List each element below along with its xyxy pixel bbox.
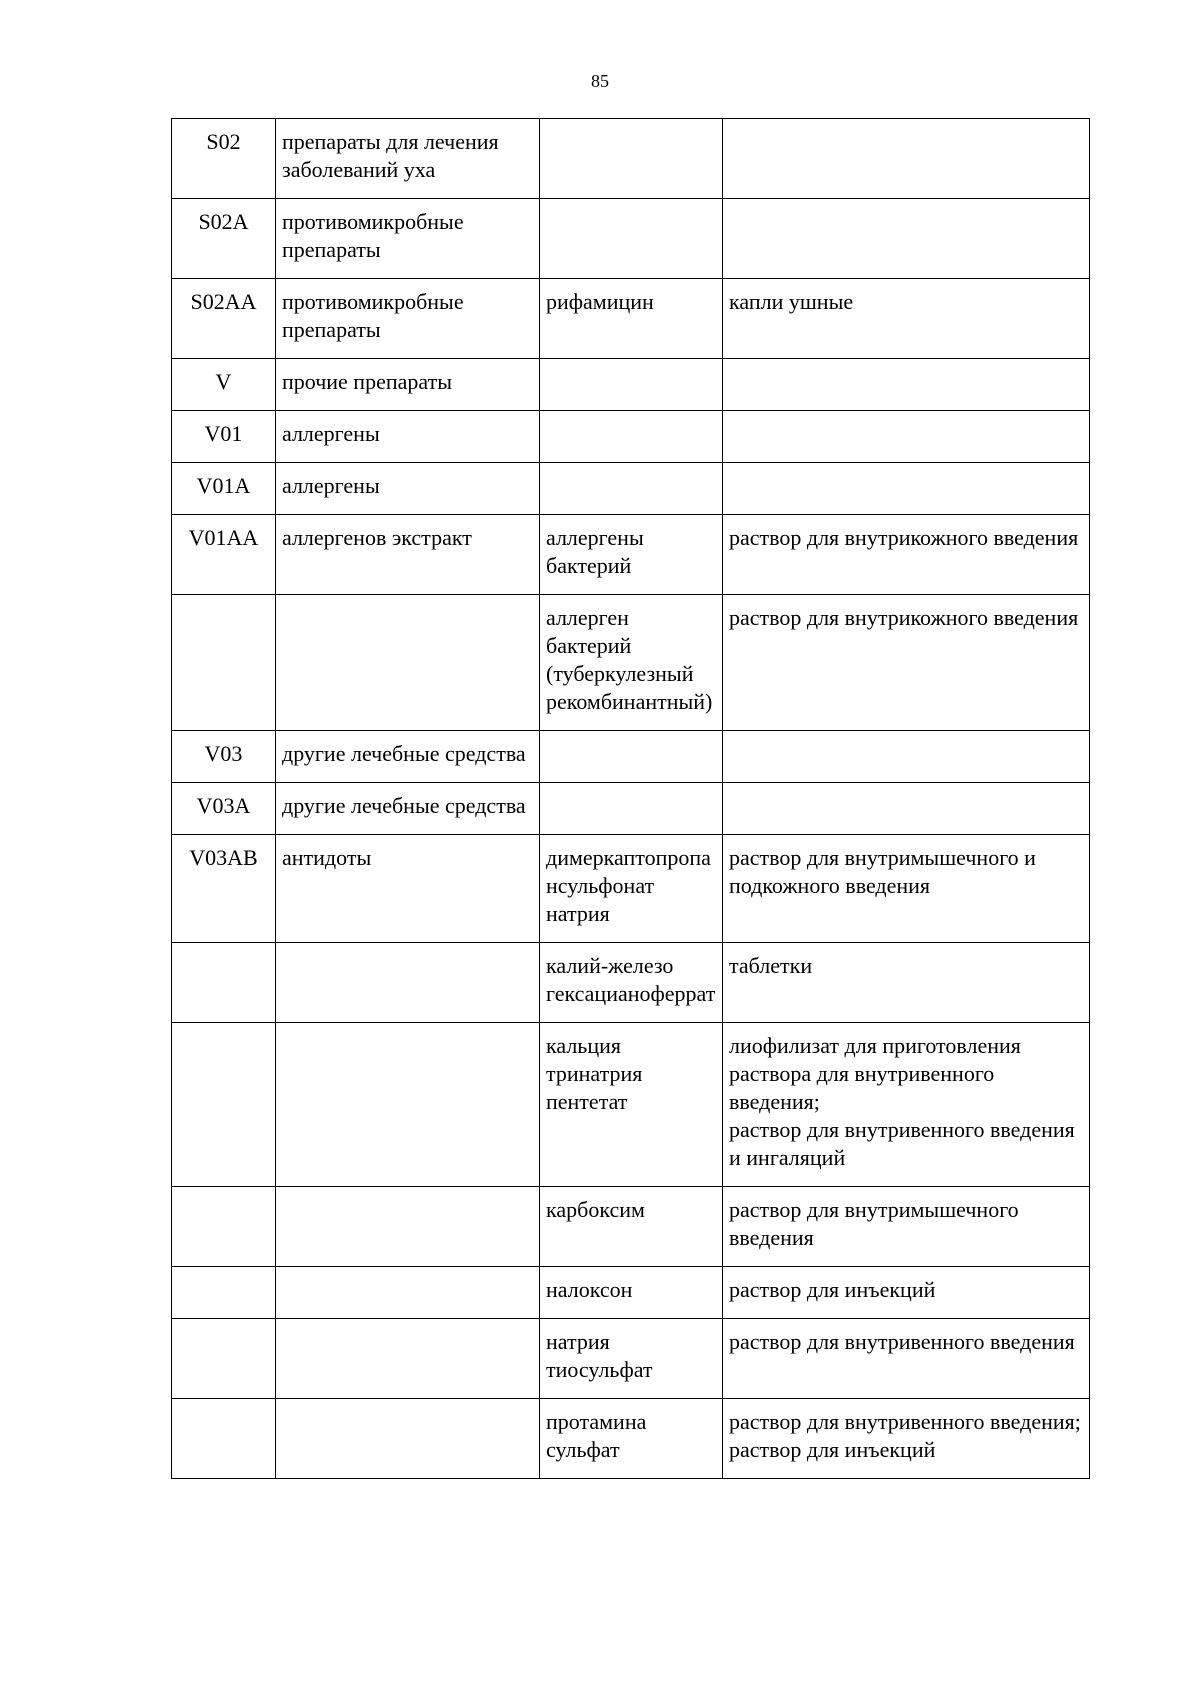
drug-name-cell	[540, 359, 723, 411]
dosage-form-cell	[723, 279, 1090, 359]
drug-name-cell: аллергены бактерий	[540, 515, 723, 595]
anatomical-group-cell	[276, 1399, 540, 1479]
drug-name-cell: протамина сульфат	[540, 1399, 723, 1479]
drug-name-cell: димеркаптопропансульфонат натрия	[540, 835, 723, 943]
atc-code-cell	[172, 943, 276, 1023]
table-row	[172, 1267, 1090, 1319]
atc-code-cell: V03	[172, 731, 276, 783]
atc-code-cell: V	[172, 359, 276, 411]
dosage-form-cell	[723, 359, 1090, 411]
dosage-form-cell	[723, 1267, 1090, 1319]
table-row	[172, 835, 1090, 943]
anatomical-group-cell	[276, 1319, 540, 1399]
table-row	[172, 119, 1090, 199]
anatomical-group-cell	[276, 1023, 540, 1187]
dosage-form-cell	[723, 463, 1090, 515]
dosage-form-line: раствор для внутривенного введения	[729, 1329, 1075, 1354]
dosage-form-line: таблетки	[729, 953, 813, 978]
table-row	[172, 1023, 1090, 1187]
dosage-form-cell	[723, 835, 1090, 943]
dosage-form-cell	[723, 411, 1090, 463]
dosage-form-line: раствор для инъекций	[729, 1437, 936, 1462]
table-row	[172, 463, 1090, 515]
anatomical-group-cell	[276, 1187, 540, 1267]
atc-code-cell: V01AA	[172, 515, 276, 595]
table-row	[172, 515, 1090, 595]
dosage-form-cell	[723, 1319, 1090, 1399]
atc-code-cell: V03A	[172, 783, 276, 835]
drug-name-cell: калий-железо гексацианоферрат	[540, 943, 723, 1023]
table-row	[172, 731, 1090, 783]
anatomical-group-cell: противомикробные препараты	[276, 279, 540, 359]
drug-classification-table	[171, 118, 1090, 1479]
drug-name-cell: аллерген бактерий (туберкулезный рекомбинантный)	[540, 595, 723, 731]
dosage-form-line: раствор для внутривенного введения;	[729, 1409, 1081, 1434]
drug-name-cell: натрия тиосульфат	[540, 1319, 723, 1399]
table-row	[172, 279, 1090, 359]
drug-name-cell	[540, 731, 723, 783]
dosage-form-line: раствор для внутрикожного введения	[729, 525, 1079, 550]
drug-name-cell: налоксон	[540, 1267, 723, 1319]
atc-code-cell	[172, 595, 276, 731]
atc-code-cell	[172, 1319, 276, 1399]
anatomical-group-cell: другие лечебные средства	[276, 731, 540, 783]
table-row	[172, 411, 1090, 463]
dosage-form-line: капли ушные	[729, 289, 854, 314]
atc-code-cell: S02AA	[172, 279, 276, 359]
dosage-form-cell	[723, 1399, 1090, 1479]
atc-code-cell	[172, 1023, 276, 1187]
drug-name-cell	[540, 463, 723, 515]
table-row	[172, 1399, 1090, 1479]
drug-name-cell	[540, 119, 723, 199]
drug-name-cell: кальция тринатрия пентетат	[540, 1023, 723, 1187]
dosage-form-line: раствор для инъекций	[729, 1277, 936, 1302]
drug-name-cell: рифамицин	[540, 279, 723, 359]
table-row	[172, 199, 1090, 279]
anatomical-group-cell: противомикробные препараты	[276, 199, 540, 279]
dosage-form-line: раствор для внутрикожного введения	[729, 605, 1079, 630]
dosage-form-cell	[723, 199, 1090, 279]
anatomical-group-cell: аллергенов экстракт	[276, 515, 540, 595]
atc-code-cell	[172, 1399, 276, 1479]
anatomical-group-cell	[276, 943, 540, 1023]
dosage-form-cell	[723, 119, 1090, 199]
dosage-form-line: раствор для внутримышечного введения	[729, 1197, 1019, 1250]
atc-code-cell	[172, 1267, 276, 1319]
anatomical-group-cell: прочие препараты	[276, 359, 540, 411]
dosage-form-cell	[723, 783, 1090, 835]
table-row	[172, 359, 1090, 411]
atc-code-cell: S02A	[172, 199, 276, 279]
atc-code-cell: V03AB	[172, 835, 276, 943]
dosage-form-line: лиофилизат для приготовления раствора для внутривенного введения;	[729, 1033, 1021, 1114]
page-number: 85	[591, 71, 609, 91]
dosage-form-line: раствор для внутримышечного и подкожного введения	[729, 845, 1036, 898]
drug-name-cell: карбоксим	[540, 1187, 723, 1267]
anatomical-group-cell	[276, 595, 540, 731]
anatomical-group-cell: аллергены	[276, 463, 540, 515]
table-row	[172, 783, 1090, 835]
atc-code-cell	[172, 1187, 276, 1267]
dosage-form-cell	[723, 943, 1090, 1023]
dosage-form-cell	[723, 595, 1090, 731]
drug-name-cell	[540, 199, 723, 279]
drug-name-cell	[540, 411, 723, 463]
dosage-form-cell	[723, 1187, 1090, 1267]
table-row	[172, 943, 1090, 1023]
anatomical-group-cell: другие лечебные средства	[276, 783, 540, 835]
table-row	[172, 1187, 1090, 1267]
atc-code-cell: S02	[172, 119, 276, 199]
anatomical-group-cell	[276, 1267, 540, 1319]
table-row	[172, 1319, 1090, 1399]
dosage-form-cell	[723, 515, 1090, 595]
anatomical-group-cell: препараты для лечения заболеваний уха	[276, 119, 540, 199]
anatomical-group-cell: аллергены	[276, 411, 540, 463]
atc-code-cell: V01A	[172, 463, 276, 515]
dosage-form-cell	[723, 1023, 1090, 1187]
dosage-form-line: раствор для внутривенного введения и ингаляций	[729, 1117, 1075, 1170]
atc-code-cell: V01	[172, 411, 276, 463]
drug-name-cell	[540, 783, 723, 835]
table-row	[172, 595, 1090, 731]
anatomical-group-cell: антидоты	[276, 835, 540, 943]
dosage-form-cell	[723, 731, 1090, 783]
